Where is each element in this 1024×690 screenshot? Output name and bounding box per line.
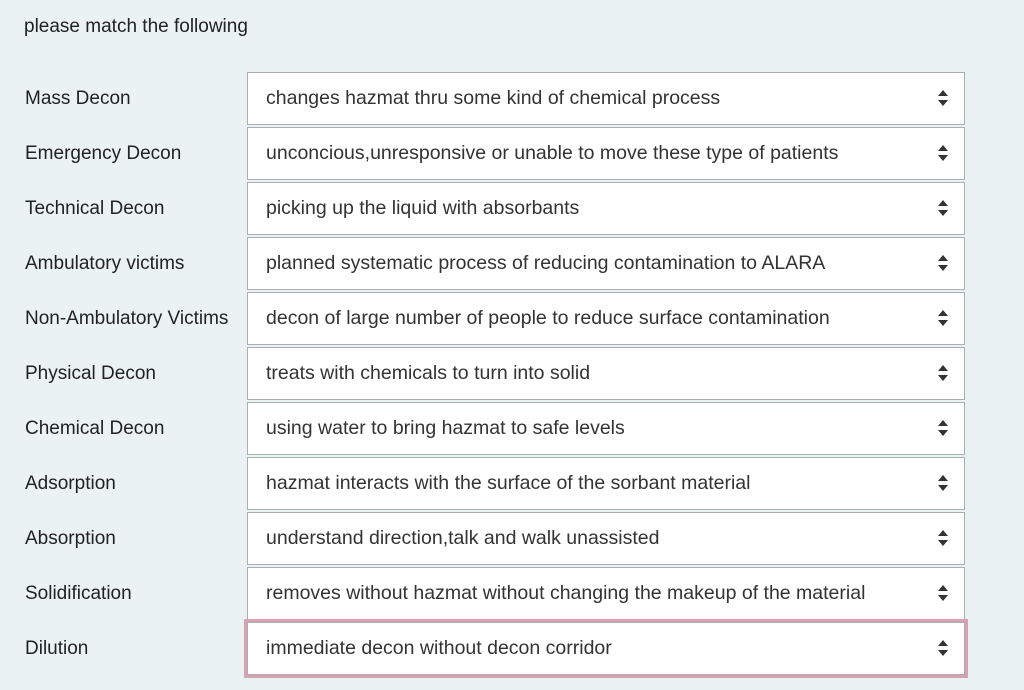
match-row: [0, 567, 1024, 622]
term-label: Mass Decon: [25, 88, 131, 109]
term-label: Emergency Decon: [25, 143, 182, 164]
match-row: [0, 292, 1024, 347]
up-down-chevron-icon: [938, 640, 948, 656]
up-down-chevron-icon: [938, 255, 948, 271]
answer-select[interactable]: [247, 72, 965, 125]
term-label: Dilution: [25, 638, 89, 659]
up-down-chevron-icon: [938, 200, 948, 216]
select-value: planned systematic process of reducing contamination to ALARA: [266, 252, 826, 274]
up-down-chevron-icon: [938, 365, 948, 381]
up-down-chevron-icon: [938, 310, 948, 326]
select-value: hazmat interacts with the surface of the sorbant material: [266, 472, 751, 494]
select-value: unconcious,unresponsive or unable to move these type of patients: [266, 142, 839, 164]
matching-list: [0, 72, 1024, 677]
term-label: Solidification: [25, 583, 132, 604]
instruction-text: please match the following: [24, 16, 248, 37]
term-label: Chemical Decon: [25, 418, 165, 439]
select-value: removes without hazmat without changing the makeup of the material: [266, 582, 866, 604]
term-label: Technical Decon: [25, 198, 165, 219]
match-row: [0, 72, 1024, 127]
match-row: [0, 512, 1024, 567]
term-label: Physical Decon: [25, 363, 156, 384]
term-label: Non-Ambulatory Victims: [25, 308, 229, 329]
match-row: [0, 237, 1024, 292]
match-row: [0, 457, 1024, 512]
up-down-chevron-icon: [938, 585, 948, 601]
up-down-chevron-icon: [938, 145, 948, 161]
select-value: picking up the liquid with absorbants: [266, 197, 580, 219]
answer-select[interactable]: [247, 347, 965, 400]
up-down-chevron-icon: [938, 90, 948, 106]
match-row: [0, 127, 1024, 182]
select-value: treats with chemicals to turn into solid: [266, 362, 591, 384]
match-row: [0, 182, 1024, 237]
select-value: immediate decon without decon corridor: [266, 637, 612, 659]
answer-select[interactable]: [247, 127, 965, 180]
answer-select[interactable]: [247, 292, 965, 345]
match-row: [0, 622, 1024, 677]
match-row: [0, 347, 1024, 402]
answer-select[interactable]: [247, 457, 965, 510]
answer-select-focused[interactable]: [247, 622, 965, 675]
term-label: Adsorption: [25, 473, 116, 494]
answer-select[interactable]: [247, 237, 965, 290]
match-row: [0, 402, 1024, 457]
term-label: Ambulatory victims: [25, 253, 185, 274]
select-value: decon of large number of people to reduce surface contamination: [266, 307, 830, 329]
up-down-chevron-icon: [938, 420, 948, 436]
answer-select[interactable]: [247, 402, 965, 455]
answer-select[interactable]: [247, 512, 965, 565]
select-value: understand direction,talk and walk unassisted: [266, 527, 660, 549]
select-value: using water to bring hazmat to safe levels: [266, 417, 625, 439]
answer-select[interactable]: [247, 567, 965, 620]
select-value: changes hazmat thru some kind of chemical process: [266, 87, 721, 109]
up-down-chevron-icon: [938, 475, 948, 491]
term-label: Absorption: [25, 528, 116, 549]
up-down-chevron-icon: [938, 530, 948, 546]
answer-select[interactable]: [247, 182, 965, 235]
